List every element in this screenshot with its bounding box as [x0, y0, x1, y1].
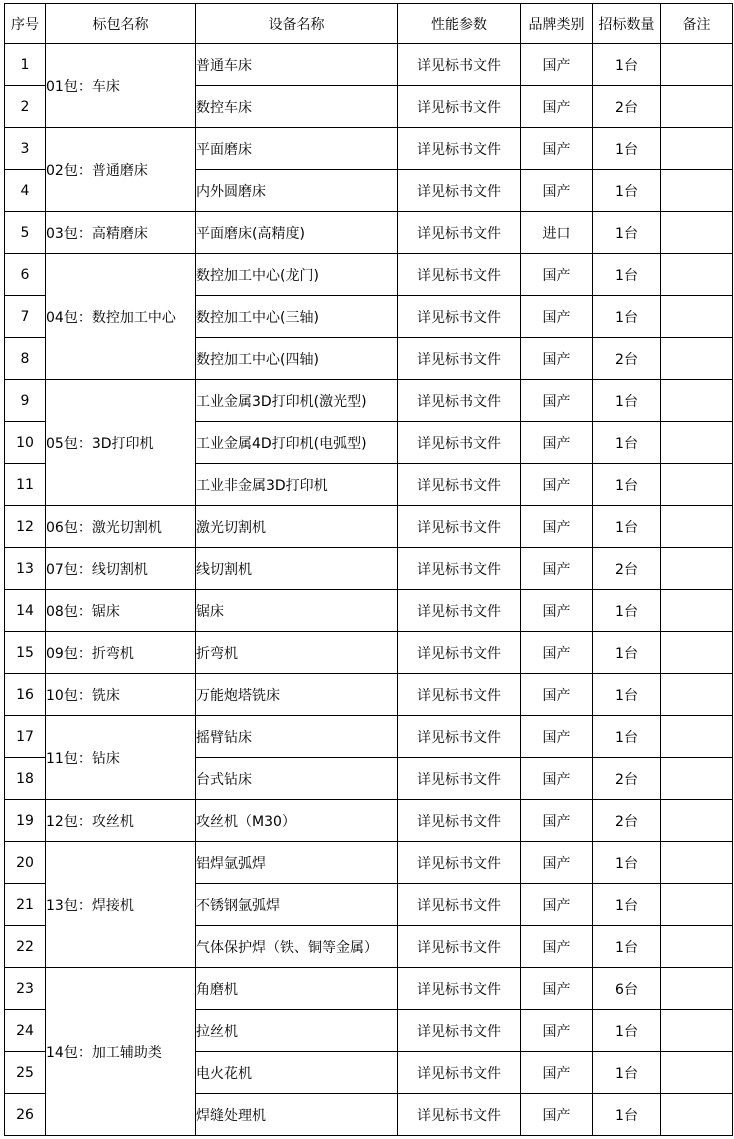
cell-brand: 国产: [521, 800, 593, 842]
cell-device-name: 电火花机: [196, 1052, 398, 1094]
cell-seq: 21: [5, 884, 46, 926]
cell-package-name: 13包：焊接机: [46, 842, 196, 968]
cell-seq: 4: [5, 170, 46, 212]
cell-spec: 详见标书文件: [398, 212, 521, 254]
cell-qty: 1台: [593, 842, 661, 884]
cell-device-name: 拉丝机: [196, 1010, 398, 1052]
cell-qty: 2台: [593, 86, 661, 128]
cell-package-name: 03包：高精磨床: [46, 212, 196, 254]
cell-note: [661, 800, 733, 842]
cell-brand: 国产: [521, 1010, 593, 1052]
cell-seq: 10: [5, 422, 46, 464]
table-row: [5, 254, 733, 296]
cell-seq: 24: [5, 1010, 46, 1052]
cell-device-name: 数控车床: [196, 86, 398, 128]
cell-seq: 11: [5, 464, 46, 506]
cell-note: [661, 590, 733, 632]
cell-brand: 国产: [521, 548, 593, 590]
cell-brand: 国产: [521, 842, 593, 884]
cell-qty: 1台: [593, 380, 661, 422]
cell-note: [661, 44, 733, 86]
cell-brand: 国产: [521, 968, 593, 1010]
cell-spec: 详见标书文件: [398, 884, 521, 926]
cell-device-name: 激光切割机: [196, 506, 398, 548]
header-spec: 性能参数: [398, 4, 521, 44]
header-row: [5, 4, 733, 44]
header-brand: 品牌类别: [521, 4, 593, 44]
cell-seq: 3: [5, 128, 46, 170]
cell-note: [661, 506, 733, 548]
cell-device-name: 普通车床: [196, 44, 398, 86]
cell-note: [661, 1052, 733, 1094]
cell-device-name: 平面磨床(高精度): [196, 212, 398, 254]
cell-note: [661, 86, 733, 128]
cell-spec: 详见标书文件: [398, 170, 521, 212]
cell-seq: 26: [5, 1094, 46, 1136]
cell-spec: 详见标书文件: [398, 590, 521, 632]
cell-spec: 详见标书文件: [398, 758, 521, 800]
cell-seq: 6: [5, 254, 46, 296]
header-qty: 招标数量: [593, 4, 661, 44]
cell-note: [661, 1094, 733, 1136]
cell-device-name: 锯床: [196, 590, 398, 632]
cell-brand: 国产: [521, 422, 593, 464]
cell-device-name: 工业金属4D打印机(电弧型): [196, 422, 398, 464]
table-row: [5, 716, 733, 758]
cell-device-name: 不锈钢氩弧焊: [196, 884, 398, 926]
cell-note: [661, 842, 733, 884]
cell-spec: 详见标书文件: [398, 86, 521, 128]
cell-brand: 国产: [521, 464, 593, 506]
cell-qty: 2台: [593, 338, 661, 380]
cell-brand: 国产: [521, 380, 593, 422]
cell-spec: 详见标书文件: [398, 968, 521, 1010]
cell-note: [661, 716, 733, 758]
header-package: 标包名称: [46, 4, 196, 44]
cell-package-name: 08包：锯床: [46, 590, 196, 632]
cell-seq: 15: [5, 632, 46, 674]
cell-brand: 国产: [521, 758, 593, 800]
cell-brand: 国产: [521, 86, 593, 128]
cell-package-name: 01包：车床: [46, 44, 196, 128]
cell-qty: 1台: [593, 296, 661, 338]
cell-device-name: 攻丝机（M30）: [196, 800, 398, 842]
cell-note: [661, 674, 733, 716]
cell-brand: 国产: [521, 926, 593, 968]
header-seq: 序号: [5, 4, 46, 44]
cell-device-name: 焊缝处理机: [196, 1094, 398, 1136]
cell-spec: 详见标书文件: [398, 422, 521, 464]
cell-note: [661, 296, 733, 338]
cell-package-name: 11包：钻床: [46, 716, 196, 800]
cell-seq: 5: [5, 212, 46, 254]
cell-qty: 2台: [593, 800, 661, 842]
cell-device-name: 数控加工中心(三轴): [196, 296, 398, 338]
cell-seq: 16: [5, 674, 46, 716]
cell-device-name: 数控加工中心(龙门): [196, 254, 398, 296]
table-row: [5, 632, 733, 674]
cell-spec: 详见标书文件: [398, 44, 521, 86]
cell-seq: 18: [5, 758, 46, 800]
cell-seq: 1: [5, 44, 46, 86]
cell-device-name: 气体保护焊（铁、铜等金属）: [196, 926, 398, 968]
cell-brand: 国产: [521, 1094, 593, 1136]
cell-package-name: 07包：线切割机: [46, 548, 196, 590]
cell-seq: 19: [5, 800, 46, 842]
cell-spec: 详见标书文件: [398, 464, 521, 506]
cell-seq: 13: [5, 548, 46, 590]
cell-device-name: 万能炮塔铣床: [196, 674, 398, 716]
cell-device-name: 平面磨床: [196, 128, 398, 170]
cell-spec: 详见标书文件: [398, 674, 521, 716]
cell-brand: 国产: [521, 590, 593, 632]
cell-brand: 国产: [521, 506, 593, 548]
cell-seq: 17: [5, 716, 46, 758]
cell-seq: 25: [5, 1052, 46, 1094]
cell-brand: 国产: [521, 716, 593, 758]
cell-qty: 2台: [593, 758, 661, 800]
cell-qty: 1台: [593, 926, 661, 968]
cell-spec: 详见标书文件: [398, 1094, 521, 1136]
cell-note: [661, 170, 733, 212]
cell-qty: 1台: [593, 254, 661, 296]
cell-seq: 14: [5, 590, 46, 632]
cell-note: [661, 212, 733, 254]
cell-spec: 详见标书文件: [398, 128, 521, 170]
cell-qty: 1台: [593, 1010, 661, 1052]
table-row: [5, 590, 733, 632]
table-row: [5, 548, 733, 590]
cell-device-name: 摇臂钻床: [196, 716, 398, 758]
cell-brand: 国产: [521, 632, 593, 674]
cell-qty: 6台: [593, 968, 661, 1010]
cell-qty: 1台: [593, 590, 661, 632]
cell-seq: 9: [5, 380, 46, 422]
cell-seq: 20: [5, 842, 46, 884]
cell-qty: 1台: [593, 44, 661, 86]
header-note: 备注: [661, 4, 733, 44]
cell-spec: 详见标书文件: [398, 506, 521, 548]
cell-seq: 22: [5, 926, 46, 968]
cell-package-name: 09包：折弯机: [46, 632, 196, 674]
cell-note: [661, 254, 733, 296]
cell-qty: 1台: [593, 128, 661, 170]
cell-seq: 2: [5, 86, 46, 128]
cell-seq: 7: [5, 296, 46, 338]
cell-device-name: 数控加工中心(四轴): [196, 338, 398, 380]
cell-package-name: 12包：攻丝机: [46, 800, 196, 842]
table-row: [5, 128, 733, 170]
cell-qty: 1台: [593, 464, 661, 506]
cell-brand: 国产: [521, 170, 593, 212]
cell-note: [661, 422, 733, 464]
cell-note: [661, 926, 733, 968]
cell-spec: 详见标书文件: [398, 842, 521, 884]
cell-device-name: 线切割机: [196, 548, 398, 590]
cell-device-name: 工业金属3D打印机(激光型): [196, 380, 398, 422]
cell-qty: 1台: [593, 674, 661, 716]
table-row: [5, 506, 733, 548]
cell-qty: 1台: [593, 1094, 661, 1136]
table-row: [5, 380, 733, 422]
cell-note: [661, 128, 733, 170]
table-row: [5, 800, 733, 842]
cell-qty: 1台: [593, 884, 661, 926]
cell-note: [661, 968, 733, 1010]
cell-seq: 8: [5, 338, 46, 380]
cell-note: [661, 338, 733, 380]
cell-device-name: 内外圆磨床: [196, 170, 398, 212]
cell-brand: 国产: [521, 884, 593, 926]
cell-note: [661, 548, 733, 590]
cell-qty: 1台: [593, 212, 661, 254]
table-row: [5, 968, 733, 1010]
cell-note: [661, 1010, 733, 1052]
cell-seq: 23: [5, 968, 46, 1010]
cell-qty: 1台: [593, 422, 661, 464]
cell-spec: 详见标书文件: [398, 254, 521, 296]
cell-package-name: 02包：普通磨床: [46, 128, 196, 212]
header-device: 设备名称: [196, 4, 398, 44]
cell-package-name: 05包：3D打印机: [46, 380, 196, 506]
cell-device-name: 台式钻床: [196, 758, 398, 800]
cell-qty: 1台: [593, 716, 661, 758]
cell-note: [661, 380, 733, 422]
cell-qty: 2台: [593, 548, 661, 590]
cell-qty: 1台: [593, 1052, 661, 1094]
cell-brand: 国产: [521, 338, 593, 380]
equipment-tender-table: [4, 3, 733, 1136]
cell-spec: 详见标书文件: [398, 548, 521, 590]
cell-package-name: 14包：加工辅助类: [46, 968, 196, 1136]
cell-spec: 详见标书文件: [398, 800, 521, 842]
cell-spec: 详见标书文件: [398, 296, 521, 338]
cell-spec: 详见标书文件: [398, 380, 521, 422]
cell-brand: 进口: [521, 212, 593, 254]
cell-device-name: 折弯机: [196, 632, 398, 674]
cell-brand: 国产: [521, 296, 593, 338]
cell-brand: 国产: [521, 128, 593, 170]
cell-spec: 详见标书文件: [398, 632, 521, 674]
table-row: [5, 674, 733, 716]
cell-device-name: 角磨机: [196, 968, 398, 1010]
cell-qty: 1台: [593, 632, 661, 674]
cell-brand: 国产: [521, 674, 593, 716]
cell-package-name: 10包：铣床: [46, 674, 196, 716]
cell-spec: 详见标书文件: [398, 716, 521, 758]
table-body: [5, 44, 733, 1136]
cell-spec: 详见标书文件: [398, 338, 521, 380]
cell-note: [661, 632, 733, 674]
cell-seq: 12: [5, 506, 46, 548]
cell-spec: 详见标书文件: [398, 926, 521, 968]
cell-spec: 详见标书文件: [398, 1010, 521, 1052]
cell-spec: 详见标书文件: [398, 1052, 521, 1094]
table-row: [5, 842, 733, 884]
cell-brand: 国产: [521, 254, 593, 296]
cell-brand: 国产: [521, 44, 593, 86]
cell-note: [661, 884, 733, 926]
cell-note: [661, 758, 733, 800]
cell-qty: 1台: [593, 506, 661, 548]
cell-package-name: 06包：激光切割机: [46, 506, 196, 548]
cell-package-name: 04包：数控加工中心: [46, 254, 196, 380]
cell-brand: 国产: [521, 1052, 593, 1094]
table-row: [5, 44, 733, 86]
cell-device-name: 工业非金属3D打印机: [196, 464, 398, 506]
cell-note: [661, 464, 733, 506]
table-row: [5, 212, 733, 254]
cell-device-name: 铝焊氩弧焊: [196, 842, 398, 884]
cell-qty: 1台: [593, 170, 661, 212]
